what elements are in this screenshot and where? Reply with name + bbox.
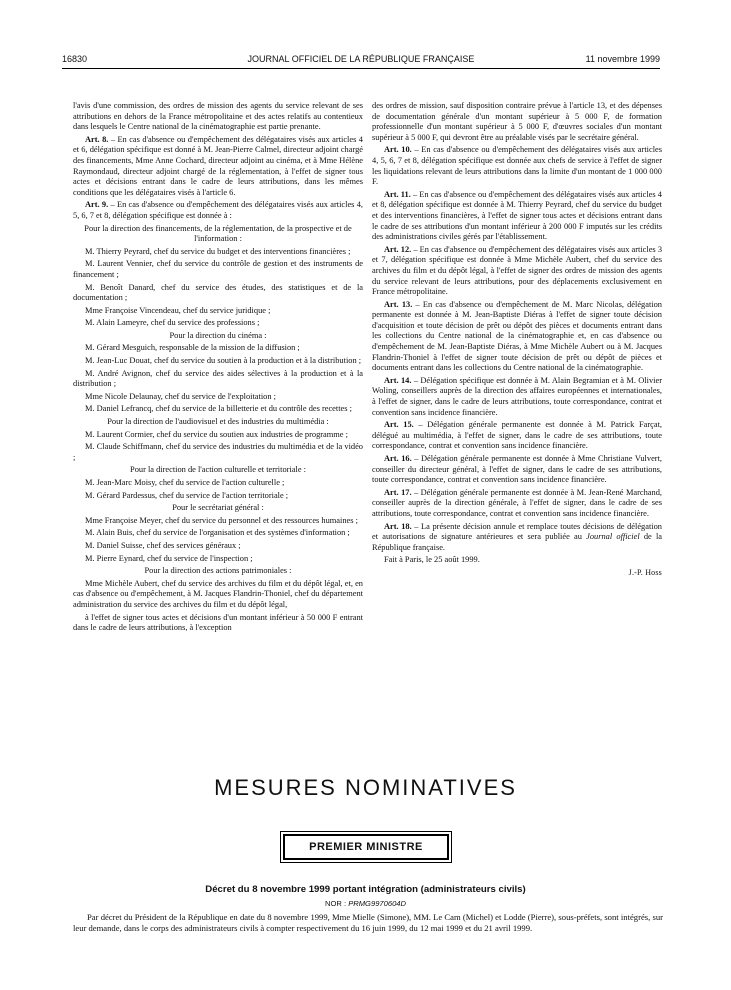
list-item: M. Laurent Cormier, chef du service du soutien aux industries de programme ; — [85, 429, 348, 439]
list-item: M. Jean-Luc Douat, chef du service du soutien à la production et à la distribution ; — [85, 356, 362, 366]
article-13 — [372, 300, 662, 374]
signature: J.-P. Hoss — [628, 567, 662, 577]
article-label: Art. 10. — [384, 145, 412, 155]
article-text: – Délégation générale permanente est donnée à Mme Christiane Vulvert, conseiller du directeur général, à l'effet de signer, dans le cadre de ses attributions, toute correspondance, contrat et convention sans incidence financière. — [372, 454, 662, 485]
journal-reference: Journal officiel — [586, 532, 640, 542]
article-label: Art. 11. — [384, 189, 411, 199]
list-item: M. Jean-Marc Moisy, chef du service de l'action culturelle ; — [85, 478, 285, 487]
issue-date: 11 novembre 1999 — [585, 54, 660, 64]
place-date: Fait à Paris, le 25 août 1999. — [384, 555, 480, 565]
article-label: Art. 14. — [384, 375, 412, 385]
article-label: Art. 13. — [384, 299, 413, 309]
article-label: Art. 8. — [85, 134, 109, 144]
left-column — [73, 101, 363, 636]
article-text: – En cas d'absence ou d'empêchement des délégataires visés aux articles 4, 5, 6, 7 et 8, délégation spécifique est donnée à : — [73, 200, 363, 220]
section-title: MESURES NOMINATIVES — [214, 775, 517, 800]
header-rule — [62, 68, 660, 69]
article-label: Art. 18. — [384, 521, 412, 531]
article-text: – En cas d'absence ou d'empêchement de M. Marc Nicolas, délégation permanente est donnée à M. Jean-Baptiste Diéras à l'effet de signer toute décision d'acquisition et toute décision de prêt ou dépôt des pièces et documents entrant dans les collections du Centre national de la cinématographie et, en cas d'absence ou d'empêchement de M. Jean-Baptiste Diéras, à Mme Michèle Aubert ou à M. Jacques Flandrin-Thoniel à l'effet de signer toute décision de prêt ou dépôt de pièces et documents entrant dans les collections du Centre national de la cinématographie. — [372, 299, 662, 373]
decree-nor — [0, 899, 731, 908]
list-item: M. Pierre Eynard, chef du service de l'inspection ; — [85, 553, 253, 563]
article-text: – Délégation générale permanente est donnée à M. Patrick Farçat, délégué au multimédia, à l'effet de signer, dans le cadre de ses attributions, toute correspondance, contrat et convention sans incidence financière. — [372, 420, 662, 451]
article-label: Art. 12. — [384, 244, 412, 254]
signature-block — [372, 568, 662, 579]
article-text: – En cas d'absence ou d'empêchement des délégataires visés aux articles 4, 5, 6, 7 et 8, délégation spécifique est donnée aux chefs de service à l'effet de signer les liquidations relevant de leurs attributions dans la limite d'un montant de 1 000 000 F. — [372, 145, 662, 187]
direction-heading: Pour le secrétariat général : — [172, 503, 264, 513]
nor-value: PRMG9970604D — [348, 899, 407, 908]
direction-heading: Pour la direction de l'audiovisuel et des industries du multimédia : — [107, 417, 329, 427]
right-column — [372, 101, 662, 579]
article-14 — [372, 376, 662, 418]
list-item: Mme Michèle Aubert, chef du service des archives du film et du dépôt légal, et, en cas d'absence ou d'empêchement, à M. Jacques Flandrin-Thoniel, chef du département administration du service des archives du film et du dépôt légal, — [73, 578, 363, 609]
list-item: M. Daniel Suisse, chef des services généraux ; — [85, 540, 241, 550]
article-text: – Délégation générale permanente est donnée à M. Jean-René Marchand, conseiller auprès de la direction générale, à l'effet de signer, dans le cadre de ses attributions, toute correspondance, contrat et convention sans incidence financière. — [372, 487, 662, 518]
article-8 — [73, 135, 363, 199]
article-11 — [372, 190, 662, 243]
article-label: Art. 16. — [384, 454, 412, 463]
article-label: Art. 9. — [85, 200, 109, 210]
list-item: M. Alain Buis, chef du service de l'organisation et des systèmes d'information ; — [85, 528, 350, 538]
list-item: M. Gérard Pardessus, chef du service de l'action territoriale ; — [85, 490, 289, 500]
list-item: Mme Françoise Meyer, chef du service du personnel et des ressources humaines ; — [85, 515, 358, 525]
paragraph: l'avis d'une commission, des ordres de mission des agents du service relevant de ses attributions en dehors de la France métropolitaine et des actes relatifs au contentieux dans lesquels le Centre national de la cinématographie est partie prenante. — [73, 101, 363, 132]
list-item: M. Laurent Vennier, chef du service du contrôle de gestion et des instruments de financement ; — [73, 259, 363, 279]
paragraph: à l'effet de signer tous actes et décisions d'un montant inférieur à 50 000 F entrant dans le cadre de leurs attributions, à l'exception — [73, 612, 363, 633]
direction-heading: Pour la direction des actions patrimoniales : — [144, 566, 292, 576]
decree-title: Décret du 8 novembre 1999 portant intégration (administrateurs civils) — [205, 884, 526, 895]
article-9 — [73, 200, 363, 221]
nor-label: NOR : — [324, 899, 349, 908]
list-item: M. Alain Lameyre, chef du service des professions ; — [85, 318, 260, 328]
article-text: – La présente décision annule et remplace toutes décisions de délégation et autorisations de signature antérieures et sera publiée au — [372, 521, 662, 542]
list-item: M. André Avignon, chef du service des aides sélectives à la production et à la distribution ; — [73, 368, 363, 389]
article-text: – Délégation spécifique est donnée à M. Alain Begramian et à M. Olivier Woling, conseillers auprès de la direction des affaires européennes et internationales, à l'effet de signer, dans le cadre de leurs attributions, toute correspondance, contrat et convention sans incidence financière. — [372, 375, 662, 417]
article-10 — [372, 145, 662, 187]
article-text: – En cas d'absence ou d'empêchement des délégataires visés aux articles 4 et 8, délégation spécifique est donnée à M. Thierry Peyrard, chef du service du budget et des interventions financières, à l'effet de signer tous actes et décisions entrant dans le cadre de ses attributions d'un montant inférieur à 200 000 F imputés sur les crédits des administrations civiles gérés par l'établissement. — [372, 189, 662, 242]
list-item: M. Gérard Mesguich, responsable de la mission de la diffusion ; — [85, 343, 300, 353]
direction-heading: Pour la direction du cinéma : — [169, 330, 267, 340]
direction-heading: Pour la direction de l'action culturelle et territoriale : — [130, 465, 306, 475]
article-text: – En cas d'absence ou d'empêchement des délégataires visés aux articles 3 et 7, délégation spécifique est donnée à Mme Michèle Aubert, chef du service des archives du film et du dépôt légal, à l'effet de signer des ordres de mission des agents du service relevant de leurs attributions, pour des déplacements exclusivement en France métropolitaine. — [372, 244, 663, 297]
paragraph: des ordres de mission, sauf disposition contraire prévue à l'article 13, et des dépenses de documentation générale d'un montant supérieur à 5 000 F, de formation professionnelle d'un montant supérieur à 5 000 F, d'œuvres sociales d'un montant supérieur à 5 000 F, qui devront être au préalable visés par le secrétaire général. — [372, 101, 662, 142]
list-item: M. Daniel Lefrancq, chef du service de la billetterie et du contrôle des recettes ; — [85, 404, 352, 414]
article-label: Art. 17. — [384, 487, 412, 497]
decree-body: Par décret du Président de la République en date du 8 novembre 1999, Mme Mielle (Simone), MM. Le Cam (Michel) et Lodde (Pierre), sous-préfets, sont intégrés, sur leur demande, dans le corps des administrateurs civils à compter respectivement du 16 juin 1999, du 12 mai 1999 et du 21 avril 1999. — [73, 912, 663, 933]
journal-title: JOURNAL OFFICIEL DE LA RÉPUBLIQUE FRANÇAISE — [247, 54, 475, 64]
list-item: Mme Nicole Delaunay, chef du service de l'exploitation ; — [85, 391, 276, 401]
article-text: – En cas d'absence ou d'empêchement des délégataires visés aux articles 4 et 6, délégation spécifique est donné à M. Jean-Pierre Calmel, directeur adjoint chargé des financements, Mme Anne Cochard, directeur adjoint au cinéma, et à Mme Hélène Raymondaud, directeur adjoint chargé de la réglementation, à l'effet de signer tous actes et décisions entrant dans le cadre de leurs attributions, dans les mêmes conditions que les délégataires visés à l'article 6. — [73, 134, 363, 197]
article-label: Art. 15. — [384, 420, 414, 430]
article-15 — [372, 420, 662, 452]
page-header — [62, 54, 660, 68]
article-text: de la République française. — [372, 532, 663, 552]
article-17 — [372, 488, 662, 520]
ministry-box: PREMIER MINISTRE — [283, 834, 449, 860]
article-12 — [372, 245, 662, 298]
page-number: 16830 — [62, 54, 88, 64]
direction-heading: Pour la direction des financements, de la réglementation, de la prospective et de l'information : — [84, 223, 352, 244]
article-18 — [372, 522, 662, 554]
article-16 — [372, 454, 662, 486]
list-item: Mme Françoise Vincendeau, chef du service juridique ; — [85, 305, 271, 315]
list-item: M. Benoît Danard, chef du service des études, des statistiques et de la documentation ; — [73, 282, 363, 303]
list-item: M. Thierry Peyrard, chef du service du budget et des interventions financières ; — [85, 246, 351, 256]
list-item: M. Claude Schiffmann, chef du service des industries du multimédia et de la vidéo ; — [73, 442, 363, 462]
